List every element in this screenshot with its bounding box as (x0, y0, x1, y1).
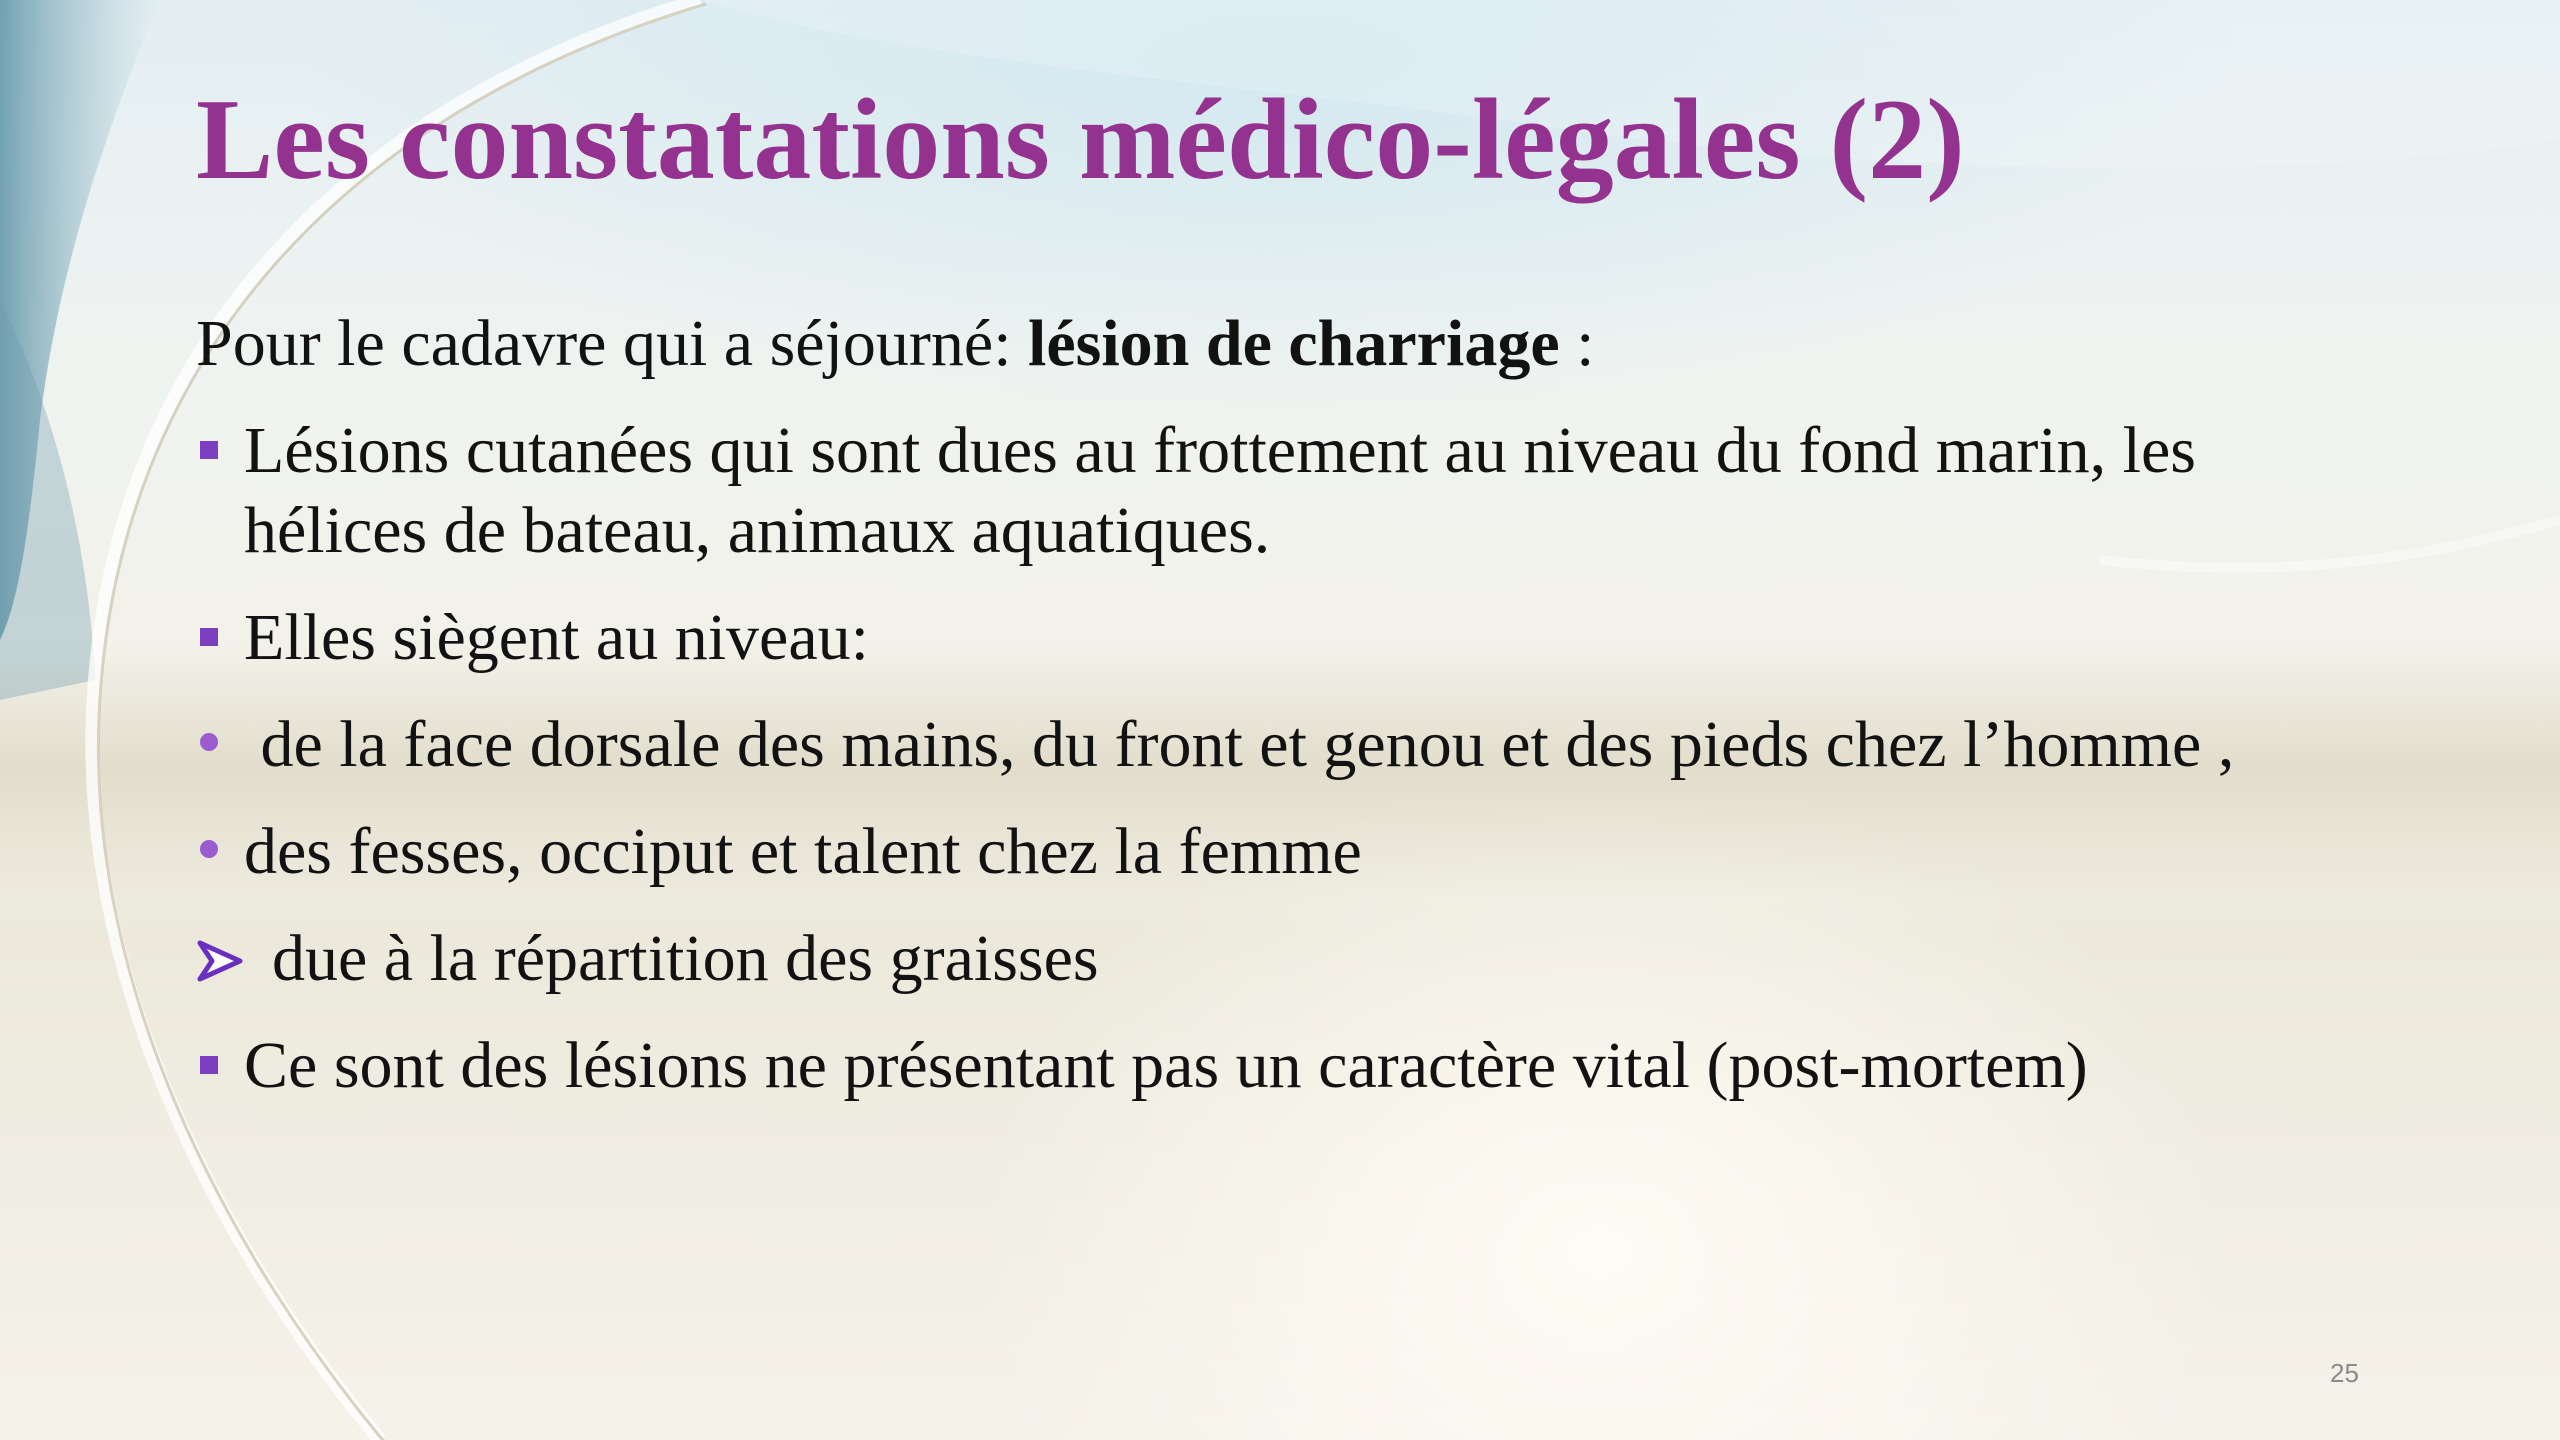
intro-bold-term: lésion de charriage (1028, 307, 1560, 380)
bullet-text: des fesses, occiput et talent chez la femme (244, 815, 1362, 888)
bullet-text: Ce sont des lésions ne présentant pas un caractère vital (post-mortem) (244, 1029, 2088, 1102)
bullet-item (196, 812, 2296, 892)
arrow-bullet-icon (196, 919, 236, 999)
bullet-item (196, 1026, 2296, 1106)
bullet-item (196, 919, 2296, 999)
round-bullet-icon (196, 812, 236, 892)
slide-title: Les constatations médico-légales (2) (196, 76, 1965, 204)
round-bullet-icon (196, 705, 236, 785)
intro-prefix: Pour le cadavre qui a séjourné: (196, 307, 1029, 380)
intro-suffix: : (1559, 307, 1595, 380)
bullet-item (196, 411, 2296, 571)
bullet-text: due à la répartition des graisses (272, 922, 1099, 995)
bullet-text: Lésions cutanées qui sont dues au frottement au niveau du fond marin, les hélices de bateau, animaux aquatiques. (244, 414, 2196, 567)
bullet-text: de la face dorsale des mains, du front et genou et des pieds chez l’homme , (244, 708, 2235, 781)
intro-line (196, 304, 2296, 384)
slide-number: 25 (2330, 1358, 2359, 1388)
square-bullet-icon (196, 411, 236, 491)
slide-body (196, 304, 2296, 1133)
bullet-item (196, 705, 2296, 785)
square-bullet-icon (196, 598, 236, 678)
bullet-item (196, 598, 2296, 678)
square-bullet-icon (196, 1026, 236, 1106)
bullet-text: Elles siègent au niveau: (244, 601, 869, 674)
